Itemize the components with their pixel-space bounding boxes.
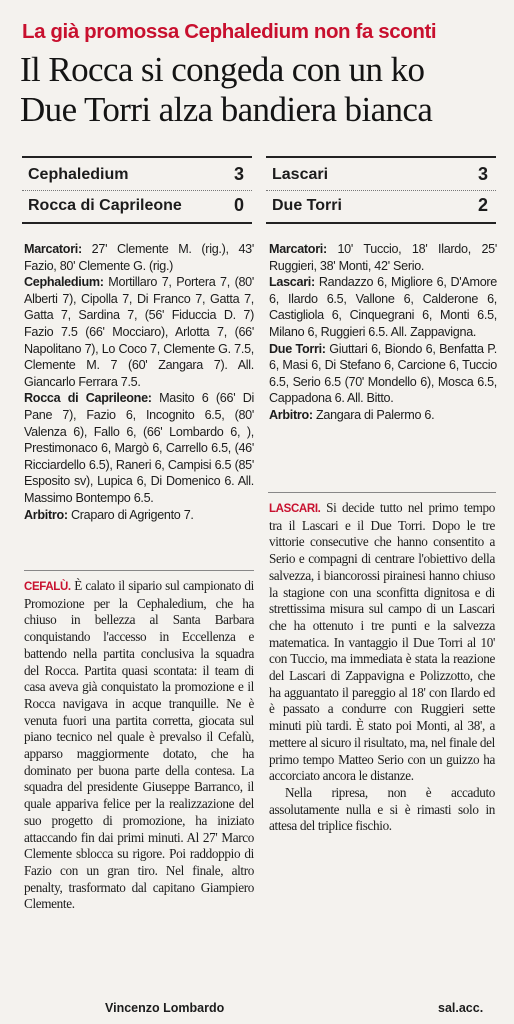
away-lineup-text: Giuttari 6, Biondo 6, Benfatta P. 6, Masi 6, Di Stefano 6, Carcione 6, Tuccio 6.5, Serio 6.5 (70' Mondello 6), Mosca 6.5, Cappadona 6. All. Bitto. [269, 341, 497, 406]
home-lineup-paragraph [269, 274, 497, 340]
referee-label: Arbitro: [24, 507, 68, 522]
home-team-name: Cephaledium [28, 166, 129, 183]
signature: sal.acc. [438, 1001, 484, 1015]
dateline: CEFALÙ. [24, 581, 71, 593]
scorers-label: Marcatori: [269, 242, 327, 256]
divider-right [268, 492, 496, 493]
scorebox-away-row [266, 190, 496, 221]
article-text: È calato il sipario sul campionato di Promozione per la Cephaledium, che ha chiuso in bellezza al Santa Barbara conquistando l'accesso in Eccellenza e battendo nella partita conclusiva la squadra del Rocca. Partita quasi scontata: il team di casa aveva già conquistato la promozione e il Rocca navigava in acque tranquille. Ne è venuta fuori una partita corretta, giocata sul piano tecnico nel quale è prevalso il Cefalù, apparso maggiormente dotato, che ha dominato per buona parte della contesa. La squadra del presidente Giuseppe Barranco, il quale appariva felice per la realizzazione del suo progetto di promozione, ha iniziato attaccando fin dai primi minuti. Al 27' Marco Clemente sblocca su rigore. Poi raddoppio di Fazio con un gran tiro. Nel finale, altro penalty, trasformato dal capitano Giampiero Clemente. [24, 578, 254, 912]
away-team-score: 0 [233, 195, 244, 215]
home-lineup-text: Randazzo 6, Migliore 6, D'Amore 6, Ilardo 6.5, Vallone 6, Calderone 6, Castigliola 6, Cinquegrani 6, Monti 6.5, Milano 6, Ruggieri 6.5. All. Zappavigna. [269, 275, 498, 339]
match-1-details [24, 241, 254, 523]
scorebox-home-row [266, 160, 496, 190]
away-team-name: Rocca di Caprileone [28, 197, 182, 214]
scorebox-match-2 [266, 156, 496, 224]
home-lineup-label: Lascari: [269, 275, 315, 290]
scorers-text: 10' Tuccio, 18' Ilardo, 25' Ruggieri, 38' Monti, 42' Serio. [269, 242, 497, 273]
home-team-name: Lascari [272, 166, 329, 183]
away-team-score: 2 [477, 195, 488, 215]
article-body [24, 578, 254, 913]
scorers-paragraph [24, 241, 254, 274]
article-text: Si decide tutto nel primo tempo tra il Lascari e il Due Torri. Dopo le tre vittorie consecutive che hanno consentito a Serio e compagni di centrare l'obiettivo della salvezza, i biancorossi pirainesi hanno chiuso la stagione con una sconfitta dignitosa e di strettissima misura sul campo di un Lascari che ha ottenuto i tre punti e la salvezza matematica. In vantaggio il Due Torri al 10' con Tuccio, ma immediata è stata la reazione del Lascari di Zappavigna e Polizzotto, che ha agguantato il pareggio al 18' con Ilardo ed è passato a condurre con Ruggieri sette minuti più tardi. È stato poi Monti, al 38', a mettere al sicuro il risultato, ma, nel finale del primo tempo Matteo Serio con un guizzo ha accorciato ancora le distanze. [269, 500, 495, 784]
away-team-name: Due Torri [272, 197, 342, 214]
headline-line-1: Il Rocca si congeda con un ko [20, 50, 425, 89]
byline: Vincenzo Lombardo [105, 1001, 225, 1015]
article-body [269, 500, 495, 785]
scorebox-away-row [22, 190, 252, 221]
scorers-label: Marcatori: [24, 242, 82, 256]
referee-label: Arbitro: [269, 407, 313, 422]
referee-text: Craparo di Agrigento 7. [70, 507, 194, 522]
referee-text: Zangara di Palermo 6. [315, 407, 435, 422]
scorers-text: 27' Clemente M. (rig.), 43' Fazio, 80' Clemente G. (rig.) [24, 242, 254, 273]
home-lineup-label: Cephaledium: [24, 275, 104, 290]
article-cefalu [24, 578, 254, 913]
away-lineup-paragraph [269, 341, 497, 407]
headline-line-2: Due Torri alza bandiera bianca [20, 90, 433, 129]
home-lineup-text: Mortillaro 7, Portera 7, (80' Alberti 7), Cipolla 7, Di Franco 7, Gatta 7, Gatta 7, Sardina 7, (56' Fiduccia D. 7) Fazio 7.5 (66' Mocciaro), Arlotta 7, (66' Napolitano 7), Lo Coco 7, Clemente G. 7.5, Clemente M. 7 (60' Zangara 7). All. Giancarlo Ferrara 7.5. [24, 275, 254, 389]
headline [20, 50, 510, 130]
home-team-score: 3 [233, 164, 244, 184]
referee-paragraph [269, 407, 497, 424]
divider-left [24, 570, 254, 571]
away-lineup-label: Rocca di Caprileone: [24, 391, 152, 406]
away-lineup-label: Due Torri: [269, 341, 326, 356]
scorebox-home-row [22, 160, 252, 190]
scorers-paragraph [269, 241, 497, 274]
article-text-2: Nella ripresa, non è accaduto assolutamente nulla e si è rimasti solo in attesa del triplice fischio. [269, 784, 495, 834]
article-body-2 [269, 785, 495, 835]
match-2-details [269, 241, 497, 424]
away-lineup-text: Masito 6 (66' Di Pane 7), Fazio 6, Incognito 6.5, (80' Valenza 6), Fallo 6, (66' Lombardo 6, ), Prestimonaco 6, Margò 6, Carrello 6.5, (46' Ricciardello 6.5), Raneri 6, Campisi 6.5 (85' Esposito sv), Lupica 6, Di Domenico 6. All. Massimo Bontempo 6.5. [24, 391, 254, 505]
dateline: LASCARI. [269, 503, 321, 515]
away-lineup-paragraph [24, 390, 254, 506]
home-lineup-paragraph [24, 274, 254, 390]
referee-paragraph [24, 507, 254, 524]
article-lascari [269, 500, 495, 835]
home-team-score: 3 [477, 164, 488, 184]
kicker: La già promossa Cephaledium non fa sconti [22, 20, 437, 43]
scorebox-match-1 [22, 156, 252, 224]
